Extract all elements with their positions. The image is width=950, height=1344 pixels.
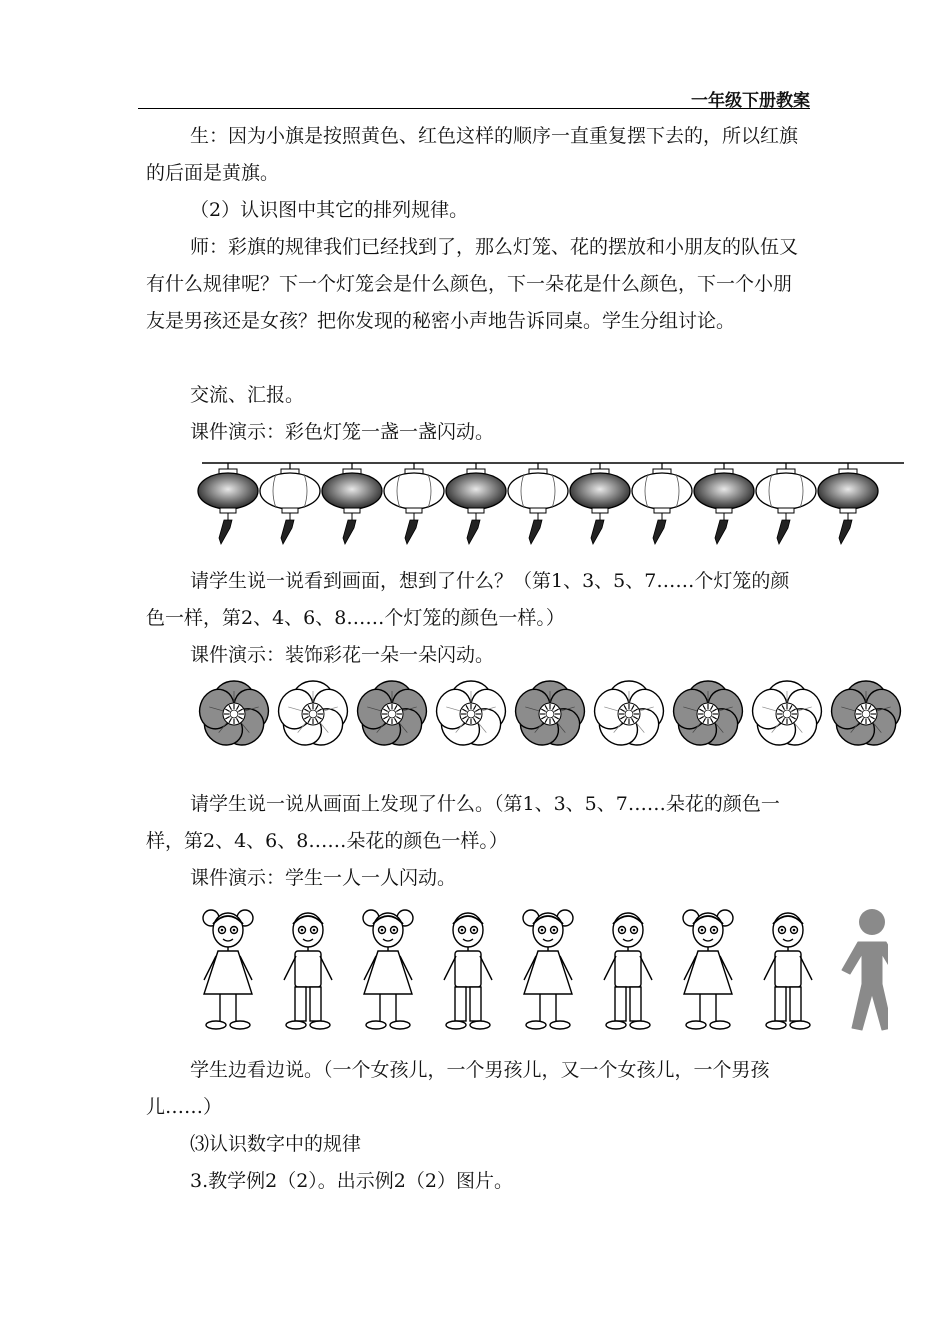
lantern-light <box>632 463 692 544</box>
paragraph-12: 3.教学例2（2）。出示例2（2）图片。 <box>190 1170 513 1192</box>
child-girl <box>683 910 733 1029</box>
lantern-dark <box>570 463 630 544</box>
paragraph-6: 请学生说一说看到画面，想到了什么？（第1、3、5、7……个灯笼的颜色一样，第2、4、6、8……个灯笼的颜色一样。） <box>146 570 790 629</box>
child-girl <box>523 910 573 1029</box>
paragraph-4: 交流、汇报。 <box>190 384 305 406</box>
flower-gray <box>196 681 273 748</box>
lantern-light <box>756 463 816 544</box>
lantern-figure <box>196 458 908 552</box>
header-rule <box>138 108 810 109</box>
child-boy <box>444 913 492 1029</box>
lantern-light <box>384 463 444 544</box>
lantern-dark <box>818 463 878 544</box>
header-title: 一年级下册教案 <box>691 91 810 111</box>
paragraph-3: 师：彩旗的规律我们已经找到了，那么灯笼、花的摆放和小朋友的队伍又有什么规律呢？下一个灯笼会是什么颜色，下一朵花是什么颜色，下一个小朋友是男孩还是女孩？把你发现的秘密小声地告诉同桌。学生分组讨论。 <box>146 236 799 332</box>
children-figure <box>188 900 888 1036</box>
lantern-dark <box>694 463 754 544</box>
child-boy <box>604 913 652 1029</box>
flower-gray <box>827 681 906 748</box>
child-unknown <box>842 909 888 1030</box>
paragraph-11: ⑶认识数字中的规律 <box>190 1133 362 1155</box>
flower-white <box>274 681 353 748</box>
flower-gray <box>511 681 590 748</box>
flower-gray <box>669 681 748 748</box>
child-boy <box>284 913 332 1029</box>
flower-figure <box>196 680 908 748</box>
flower-white <box>590 681 669 748</box>
paragraph-1: 生：因为小旗是按照黄色、红色这样的顺序一直重复摆下去的，所以红旗的后面是黄旗。 <box>146 125 799 184</box>
flower-white <box>748 681 827 748</box>
child-girl <box>363 910 413 1029</box>
child-boy <box>764 913 812 1029</box>
lantern-light <box>508 463 568 544</box>
paragraph-2: （2）认识图中其它的排列规律。 <box>190 199 469 221</box>
lantern-light <box>260 463 320 544</box>
paragraph-10: 学生边看边说。（一个女孩儿，一个男孩儿，又一个女孩儿，一个男孩儿……） <box>146 1059 770 1118</box>
paragraph-5: 课件演示：彩色灯笼一盏一盏闪动。 <box>190 421 495 443</box>
lantern-dark <box>446 463 506 544</box>
paragraph-9: 课件演示：学生一人一人闪动。 <box>190 867 457 889</box>
child-girl <box>203 910 253 1029</box>
paragraph-7: 课件演示：装饰彩花一朵一朵闪动。 <box>190 644 495 666</box>
paragraph-8: 请学生说一说从画面上发现了什么。（第1、3、5、7……朵花的颜色一样，第2、4、6、8……朵花的颜色一样。） <box>146 793 780 852</box>
flower-white <box>432 681 511 748</box>
lantern-dark <box>198 463 258 544</box>
lantern-dark <box>322 463 382 544</box>
flower-gray <box>353 681 432 748</box>
